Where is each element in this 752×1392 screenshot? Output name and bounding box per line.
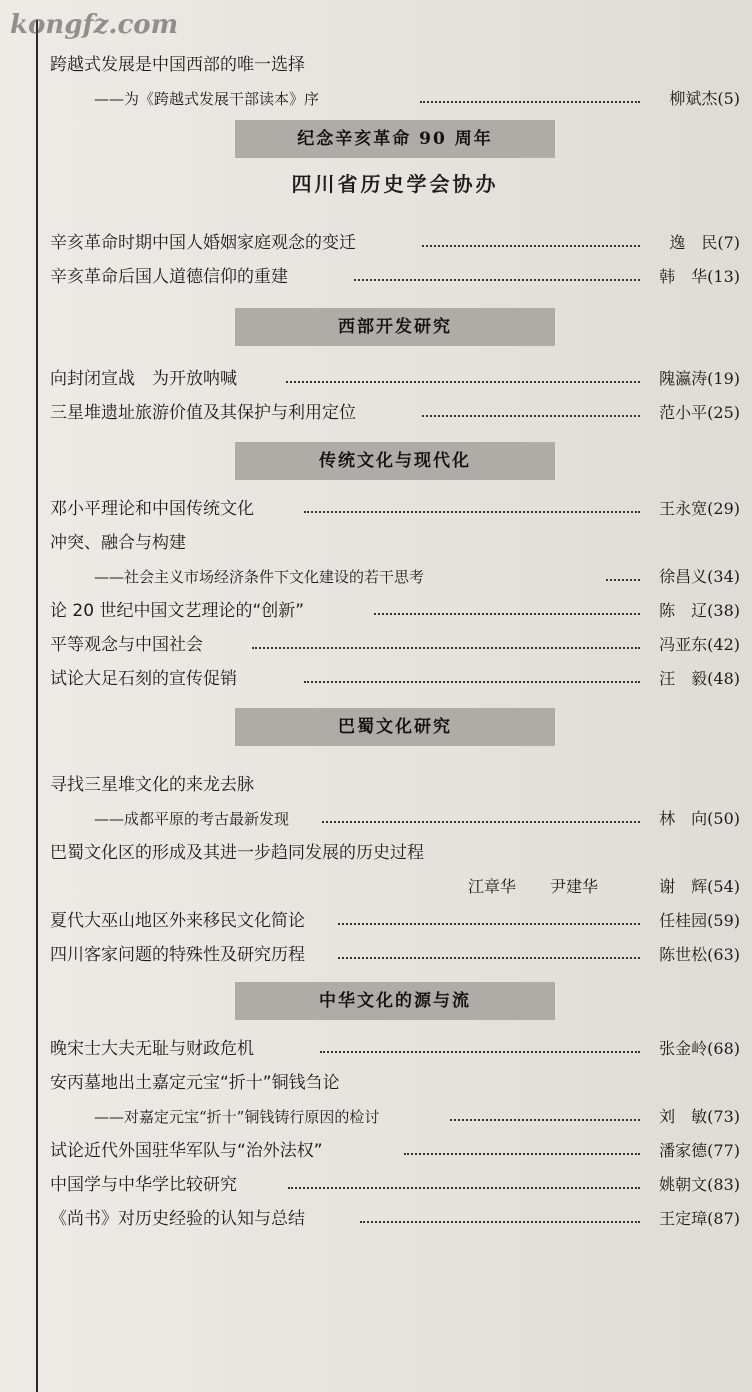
section-heading: 纪念辛亥革命 90 周年 (235, 120, 555, 158)
toc-entry (50, 396, 740, 430)
toc-entry (50, 1168, 740, 1202)
section-heading: 中华文化的源与流 (235, 982, 555, 1020)
entry-author: 韩 华(13) (659, 267, 740, 286)
entry-author: 王定璋(87) (659, 1209, 740, 1228)
entry-title: 中国学与中华学比较研究 (50, 1175, 237, 1195)
entry-title: 辛亥革命后国人道德信仰的重建 (50, 267, 288, 287)
dot-leader (338, 957, 640, 959)
entry-author: 姚朝文(83) (659, 1175, 740, 1194)
dot-leader (422, 415, 640, 417)
dot-leader (320, 1051, 640, 1053)
entry-author: 王永宽(29) (659, 499, 740, 518)
entry-title: 论 20 世纪中国文艺理论的“创新” (50, 601, 305, 621)
toc-entry (50, 226, 740, 260)
entry-title: 安丙墓地出土嘉定元宝“折十”铜钱刍论 (50, 1073, 340, 1093)
entry-title: 《尚书》对历史经验的认知与总结 (50, 1209, 305, 1229)
entry-author: 谢 辉(54) (659, 877, 740, 896)
dot-leader (304, 511, 640, 513)
dot-leader (420, 101, 640, 103)
toc-entry (50, 628, 740, 662)
watermark-logo: kongfz.com (10, 10, 179, 40)
dot-leader (338, 923, 640, 925)
entry-author: 林 向(50) (659, 809, 740, 828)
entry-author: 隗瀛涛(19) (659, 369, 740, 388)
toc-entry (50, 1134, 740, 1168)
table-of-contents (50, 48, 740, 1236)
toc-entry (50, 362, 740, 396)
entry-author: 逸 民(7) (669, 233, 740, 252)
entry-author: 潘家德(77) (659, 1141, 740, 1160)
entry-author: 陈世松(63) (659, 945, 740, 964)
entry-title: 夏代大巫山地区外来移民文化简论 (50, 911, 305, 931)
entry-author: 陈 辽(38) (659, 601, 740, 620)
dot-leader (404, 1153, 640, 1155)
toc-entry (50, 48, 740, 82)
toc-entry (50, 836, 740, 870)
dot-leader (606, 579, 640, 581)
entry-title: 冲突、融合与构建 (50, 533, 186, 553)
entry-subtitle: ——社会主义市场经济条件下文化建设的若干思考 (94, 568, 425, 586)
section-heading: 西部开发研究 (235, 308, 555, 346)
entry-title: 三星堆遗址旅游价值及其保护与利用定位 (50, 403, 356, 423)
toc-entry (50, 526, 740, 560)
toc-entry (50, 492, 740, 526)
toc-entry (50, 662, 740, 696)
entry-title: 跨越式发展是中国西部的唯一选择 (50, 55, 305, 75)
toc-subentry (50, 1100, 740, 1134)
dot-leader (322, 821, 640, 823)
entry-author: 柳斌杰(5) (669, 89, 740, 108)
co-author: 江章华 (468, 877, 517, 896)
toc-entry (50, 594, 740, 628)
toc-subentry (50, 802, 740, 836)
toc-entry (50, 938, 740, 972)
entry-subtitle: ——对嘉定元宝“折十”铜钱铸行原因的检讨 (94, 1108, 380, 1126)
dot-leader (450, 1119, 640, 1121)
entry-author: 范小平(25) (659, 403, 740, 422)
entry-title: 试论近代外国驻华军队与“治外法权” (50, 1141, 323, 1161)
dot-leader (286, 381, 640, 383)
toc-authors-line (50, 870, 740, 904)
dot-leader (422, 245, 640, 247)
toc-entry (50, 1032, 740, 1066)
entry-title: 平等观念与中国社会 (50, 635, 203, 655)
entry-title: 寻找三星堆文化的来龙去脉 (50, 775, 254, 795)
dot-leader (252, 647, 640, 649)
entry-author: 徐昌义(34) (659, 567, 740, 586)
entry-author: 刘 敏(73) (659, 1107, 740, 1126)
dot-leader (304, 681, 640, 683)
entry-title: 辛亥革命时期中国人婚姻家庭观念的变迁 (50, 233, 356, 253)
section-heading: 传统文化与现代化 (235, 442, 555, 480)
margin-rule (36, 20, 38, 1392)
entry-author: 张金岭(68) (659, 1039, 740, 1058)
dot-leader (360, 1221, 640, 1223)
toc-entry (50, 1066, 740, 1100)
dot-leader (288, 1187, 640, 1189)
section-heading: 巴蜀文化研究 (235, 708, 555, 746)
entry-title: 试论大足石刻的宣传促销 (50, 669, 237, 689)
toc-entry (50, 904, 740, 938)
entry-title: 向封闭宣战 为开放呐喊 (50, 369, 237, 389)
entry-author: 冯亚东(42) (659, 635, 740, 654)
dot-leader (374, 613, 640, 615)
entry-author: 汪 毅(48) (659, 669, 740, 688)
entry-title: 四川客家问题的特殊性及研究历程 (50, 945, 305, 965)
entry-title: 邓小平理论和中国传统文化 (50, 499, 254, 519)
toc-entry (50, 768, 740, 802)
toc-subentry (50, 560, 740, 594)
entry-subtitle: ——为《跨越式发展干部读本》序 (94, 90, 320, 108)
dot-leader (354, 279, 640, 281)
entry-title: 巴蜀文化区的形成及其进一步趋同发展的历史过程 (50, 843, 424, 863)
co-author: 尹建华 (550, 877, 599, 896)
toc-entry (50, 260, 740, 294)
toc-entry (50, 1202, 740, 1236)
entry-author: 任桂园(59) (659, 911, 740, 930)
section-subtitle: 四川省历史学会协办 (291, 172, 499, 196)
entry-title: 晚宋士大夫无耻与财政危机 (50, 1039, 254, 1059)
toc-subentry (50, 82, 740, 116)
entry-subtitle: ——成都平原的考古最新发现 (94, 810, 290, 828)
